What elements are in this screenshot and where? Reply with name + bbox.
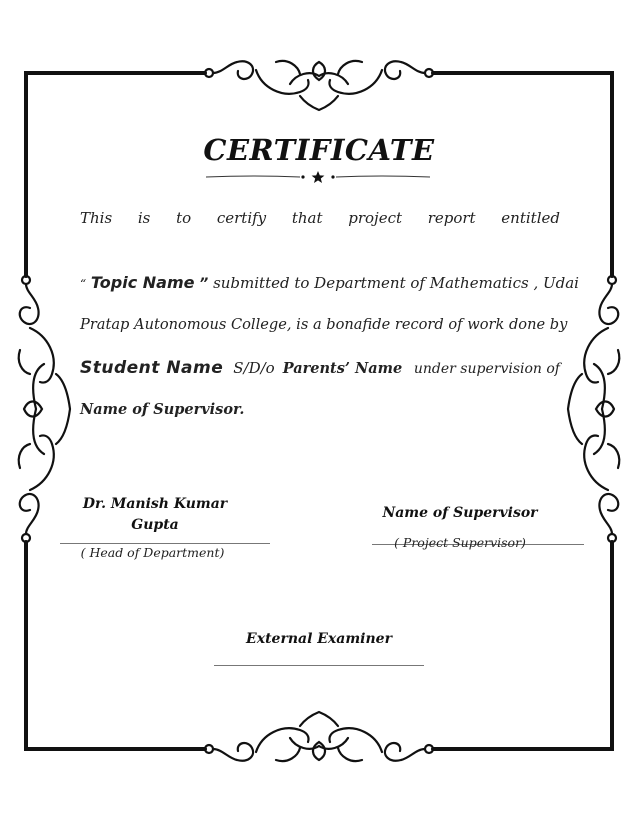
supervisor-name: Name of Supervisor — [382, 505, 538, 521]
word: that — [291, 209, 323, 227]
supervisor-name-line: Name of Supervisor. — [80, 401, 245, 418]
right-ornament — [568, 276, 619, 542]
under-supervision: under supervision of — [413, 361, 560, 377]
body-line-4 — [80, 358, 560, 378]
parents-name: Parents’ Name — [282, 360, 403, 377]
topic-name: Topic Name — [90, 273, 195, 292]
word: entitled — [501, 209, 560, 227]
bottom-ornament — [205, 712, 433, 761]
hod-signature-line — [60, 543, 270, 544]
student-name: Student Name — [80, 358, 224, 378]
hod-name: Dr. Manish Kumar Gupta — [82, 496, 228, 533]
word: This — [80, 209, 113, 227]
left-ornament — [19, 276, 70, 542]
hod-role: ( Head of Department) — [80, 545, 225, 560]
examiner-signature-line — [214, 665, 424, 666]
star-icon — [312, 171, 325, 183]
close-quote: ” — [199, 276, 209, 292]
open-quote: “ — [80, 277, 87, 291]
body-line-1 — [80, 209, 560, 227]
supervisor-role: ( Project Supervisor) — [394, 535, 526, 550]
word: to — [176, 209, 192, 227]
certificate-title: CERTIFICATE — [203, 133, 435, 167]
body-line-2 — [80, 273, 579, 292]
word: is — [137, 209, 151, 227]
examiner-name: External Examiner — [246, 631, 392, 647]
relation: S/D/o — [233, 359, 275, 377]
body-line-3: Pratap Autonomous College, is a bonafide record of work done by — [80, 316, 568, 333]
word: project — [348, 209, 402, 227]
word: certify — [216, 209, 267, 227]
word: report — [427, 209, 476, 227]
title-divider — [206, 171, 430, 183]
line-2-rest: submitted to Department of Mathematics , Udai — [213, 274, 579, 292]
top-ornament — [205, 61, 433, 110]
